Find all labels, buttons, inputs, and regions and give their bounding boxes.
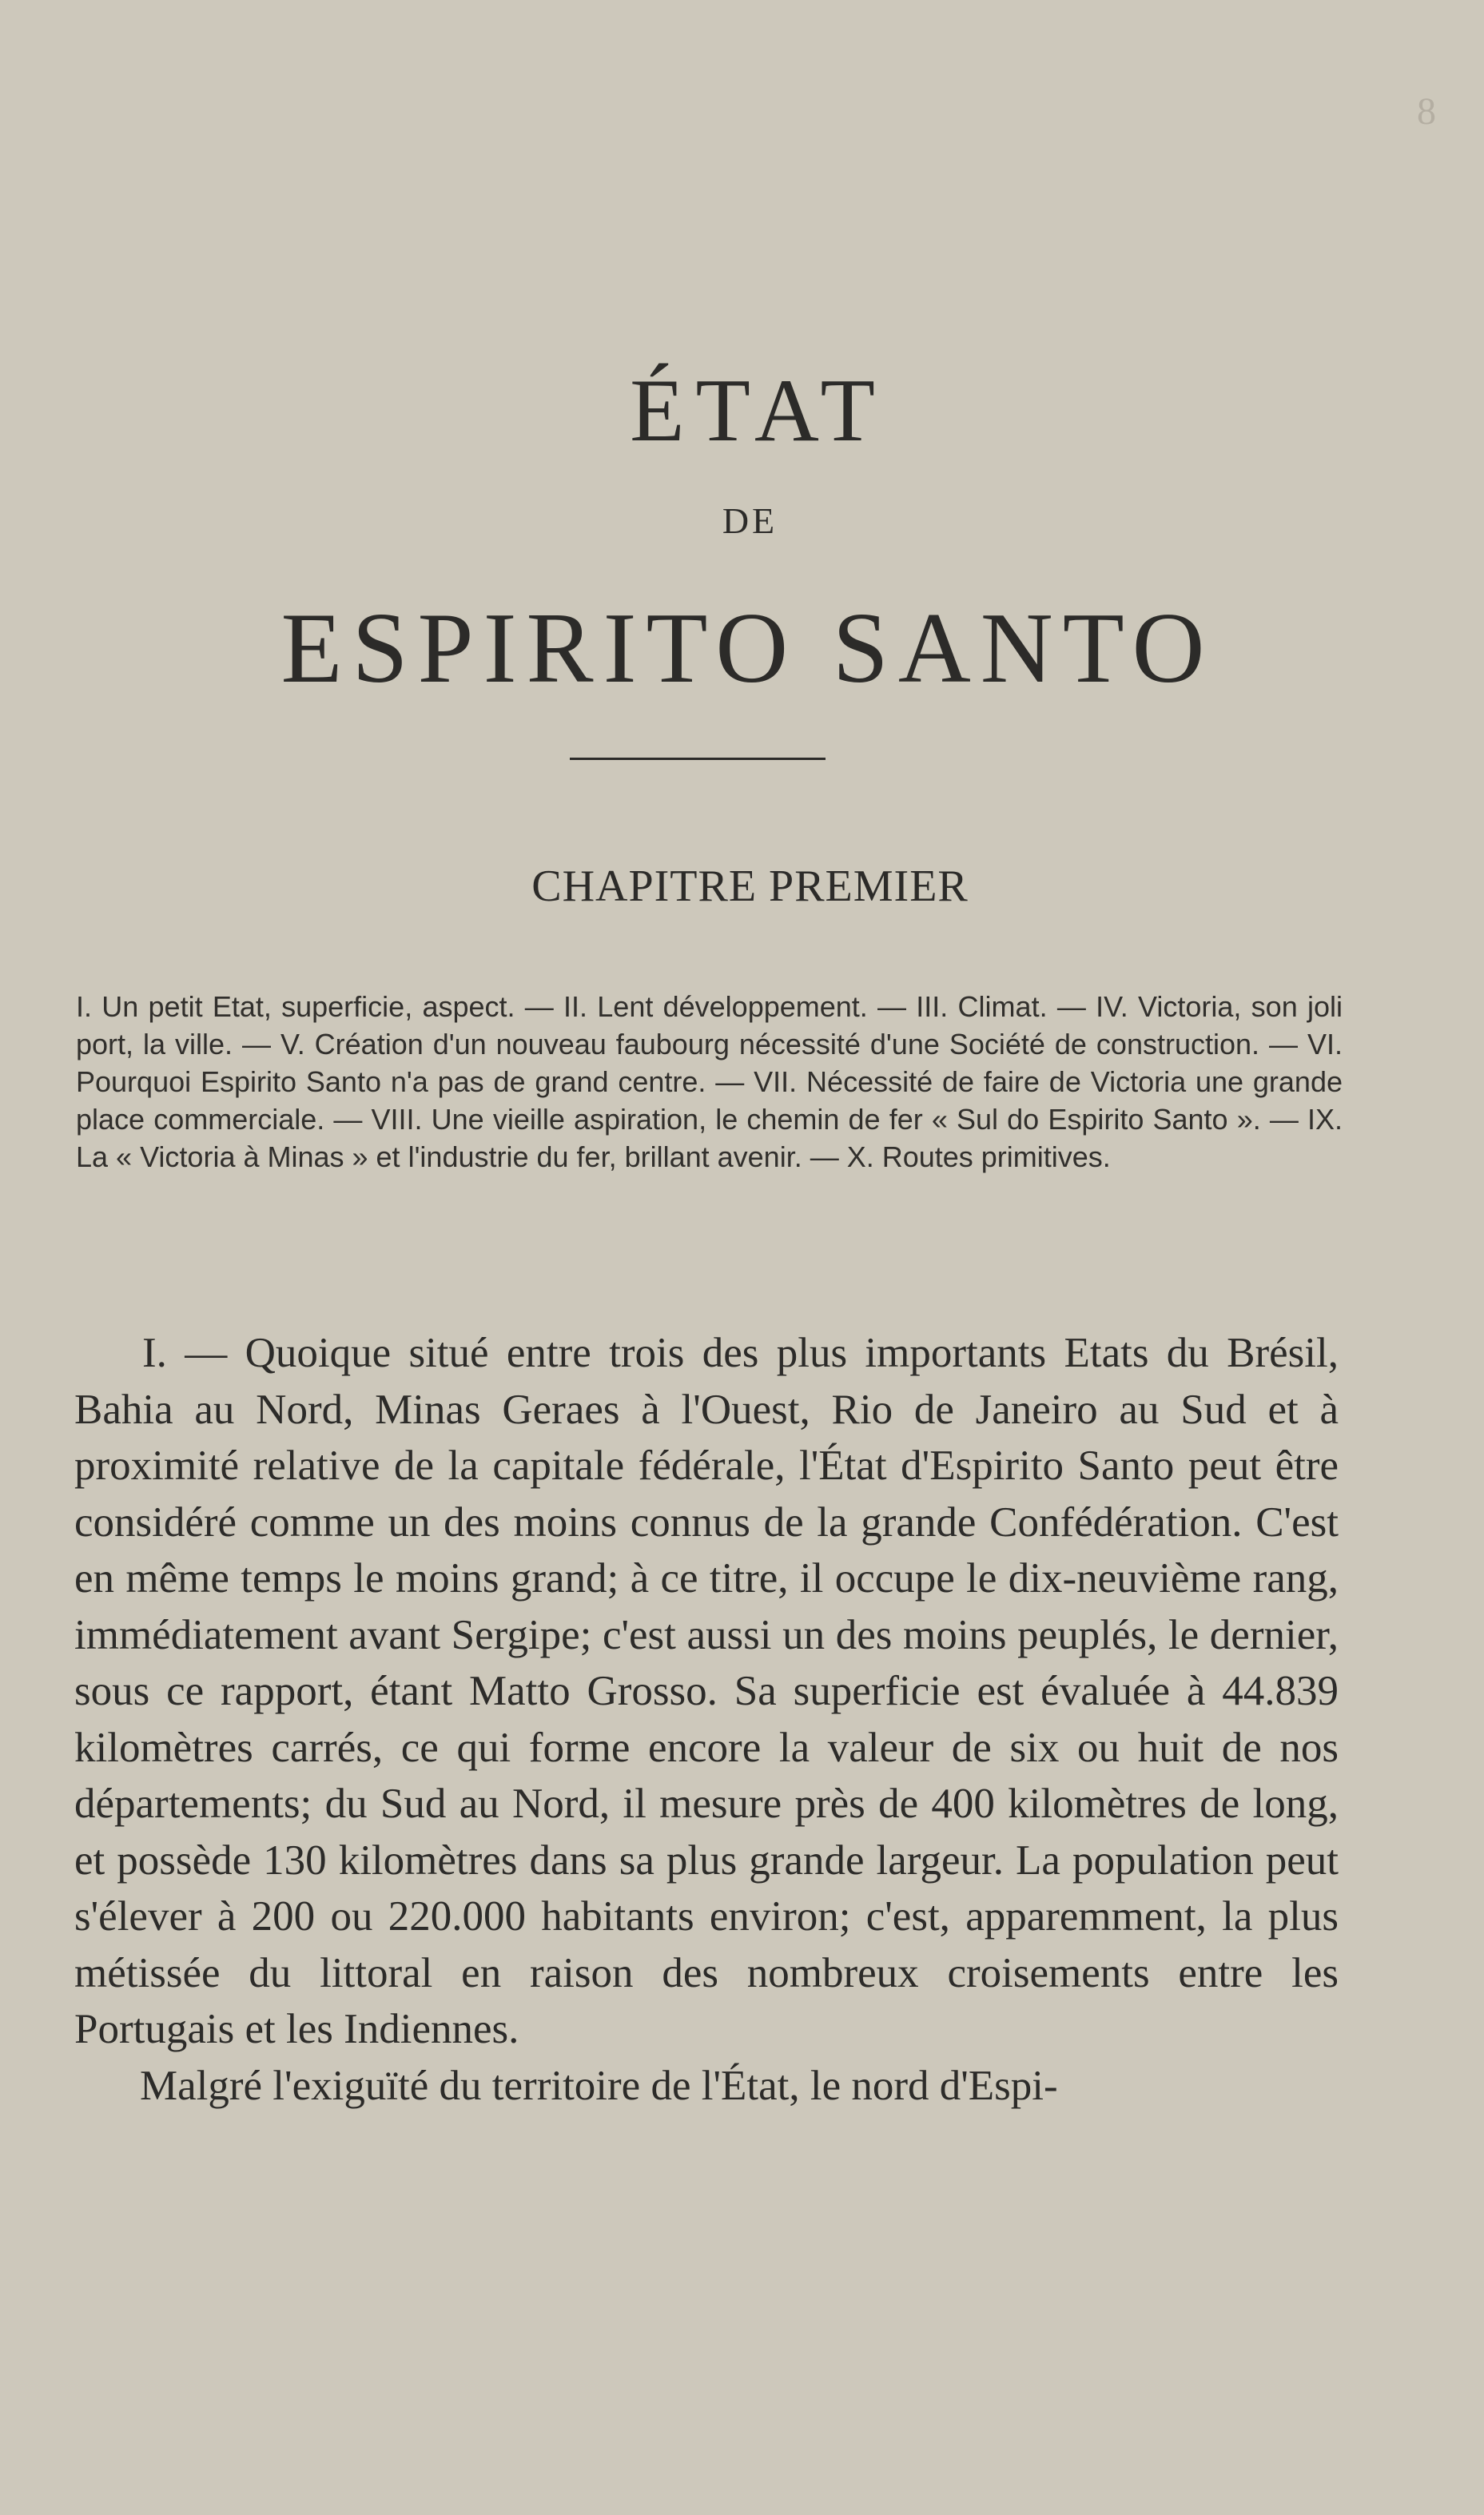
- title-divider: [570, 758, 826, 760]
- chapter-title: CHAPITRE PREMIER: [531, 862, 969, 911]
- title-state-name: ESPIRITO SANTO: [280, 593, 1215, 704]
- title-de: DE: [722, 500, 778, 541]
- body-paragraph-2: Malgré l'exiguïté du territoire de l'État, le nord d'Espi-: [140, 2062, 1058, 2109]
- body-paragraph-1: I. — Quoique situé entre trois des plus importants Etats du Brésil, Bahia au Nord, Minas Geraes à l'Ouest, Rio de Janeiro au Sud et à proximité relative de la capitale fédérale, l'État d'Espirito Santo peut être considéré comme un des moins connus de la grande Confédération. C'est en même temps le moins grand; à ce titre, il occupe le dix-neuvième rang, immédiatement avant Sergipe; c'est aussi un des moins peuplés, le dernier, sous ce rapport, étant Matto Grosso. Sa superficie est évaluée à 44.839 kilomètres carrés, ce qui forme encore la valeur de six ou huit de nos départements; du Sud au Nord, il mesure près de 400 kilomètres de long, et possède 130 kilomètres dans sa plus grande largeur. La population peut s'élever à 200 ou 220.000 habitants environ; c'est, apparemment, la plus métissée du littoral en raison des nombreux croisements entre les Portugais et les Indiennes.: [74, 1330, 1339, 2052]
- page-number: 8: [1417, 90, 1436, 133]
- chapter-summary: I. Un petit Etat, superficie, aspect. — II. Lent développement. — III. Climat. — IV. Victoria, son joli port, la ville. — V. Création d'un nouveau faubourg nécessité d'une Société de construction. — VI. Pourquoi Espirito Santo n'a pas de grand centre. — VII. Nécessité de faire de Victoria une grande place commerciale. — VIII. Une vieille aspiration, le chemin de fer « Sul do Espirito Santo ». — IX. La « Victoria à Minas » et l'industrie du fer, brillant avenir. — X. Routes primitives.: [76, 990, 1343, 1173]
- body-text: [74, 1325, 1339, 2114]
- title-etat: ÉTAT: [630, 361, 886, 460]
